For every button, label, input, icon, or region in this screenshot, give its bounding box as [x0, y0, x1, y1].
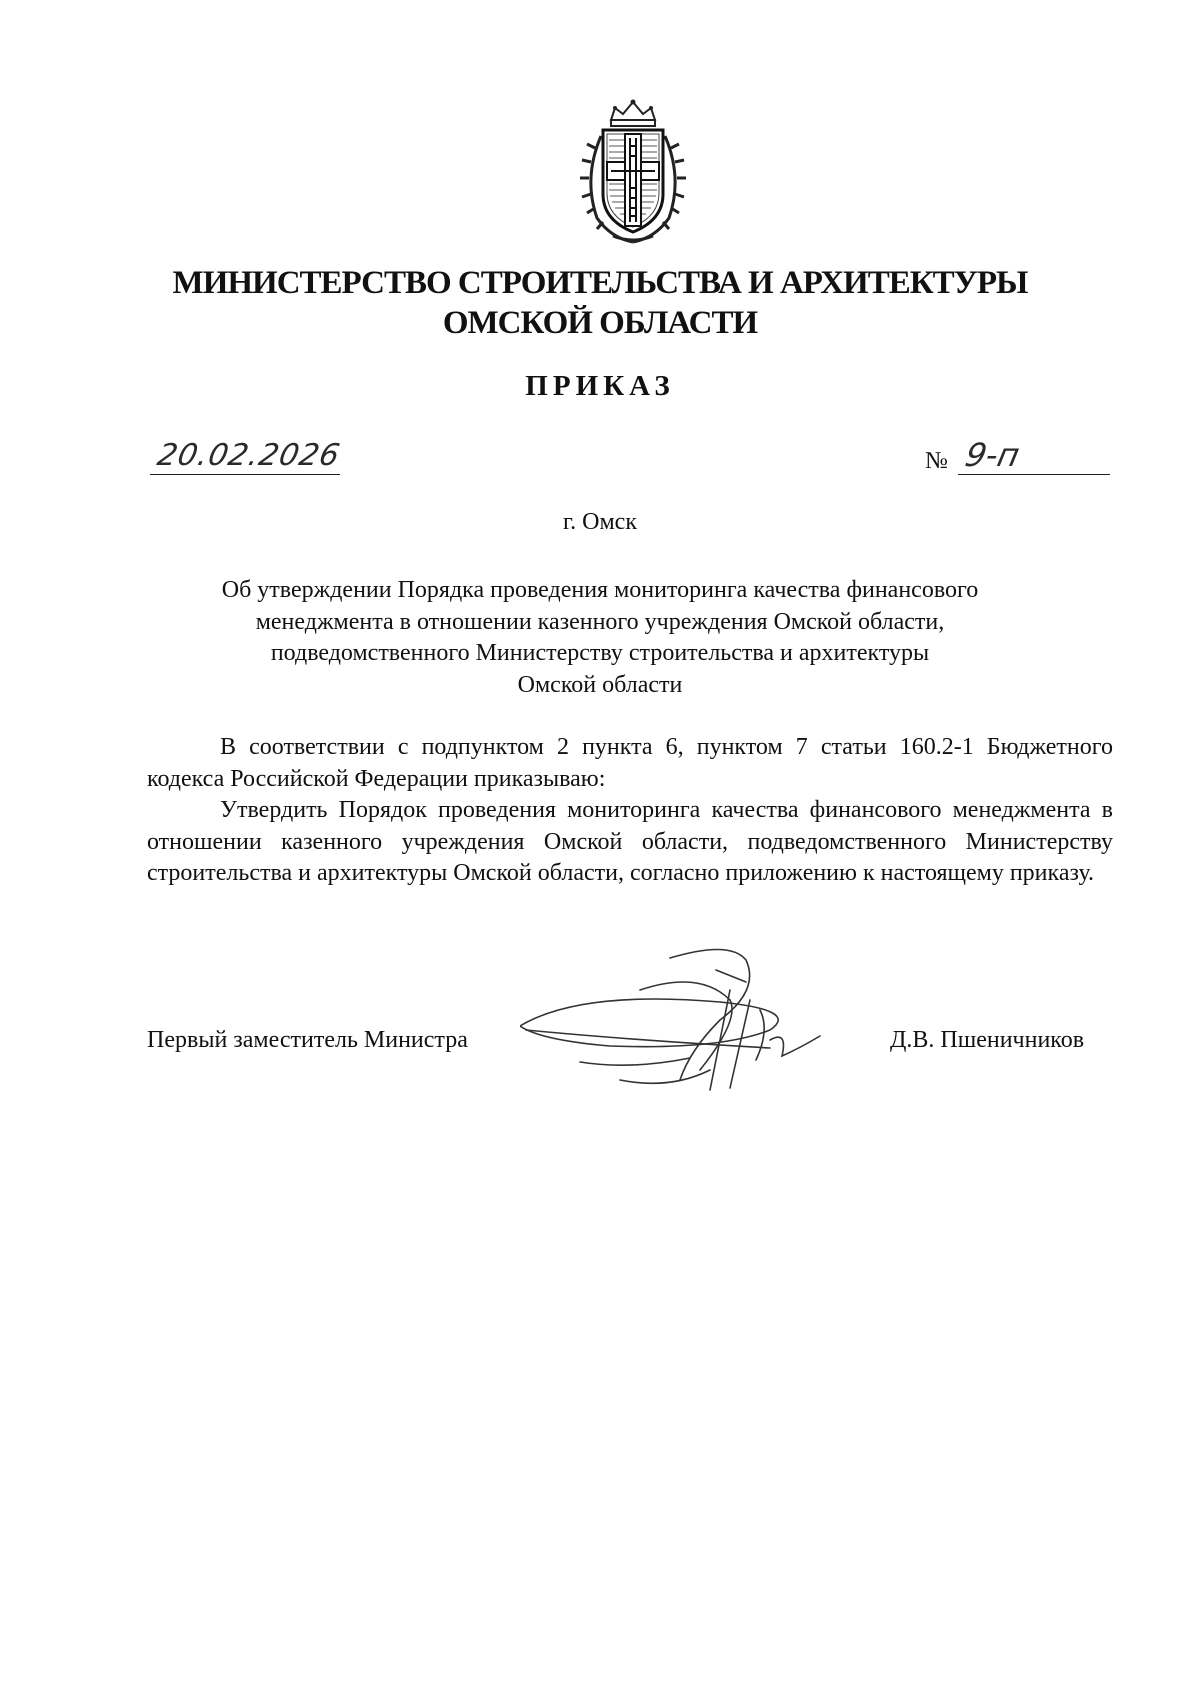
- number-sign: №: [925, 448, 948, 474]
- body-paragraph-order: Утвердить Порядок проведения мониторинга качества финансового менеджмента в отношении казенного учреждения Омской области, подведомственного Министерству строительства и архитектуры Омской области, согласно приложению к настоящему приказу.: [147, 797, 1113, 886]
- handwritten-number: 9-п: [961, 436, 1023, 474]
- city-label: г. Омск: [563, 509, 637, 535]
- coat-of-arms-icon: [577, 98, 689, 246]
- subject-line: Омской области: [517, 671, 683, 698]
- document-type-title: ПРИКАЗ: [525, 370, 675, 402]
- document-subject: [140, 575, 1060, 701]
- subject-line: подведомственного Министерству строительства и архитектуры: [270, 640, 930, 666]
- signatory-name: Д.В. Пшеничников: [890, 1027, 1085, 1053]
- document-body: [147, 732, 1113, 890]
- signature-icon: [520, 930, 850, 1100]
- number-field: [958, 436, 1110, 475]
- handwritten-date: 20.02.2026: [154, 438, 344, 473]
- subject-line: менеджмента в отношении казенного учреждения Омской области,: [255, 608, 945, 635]
- signatory-role: Первый заместитель Министра: [147, 1027, 468, 1053]
- subject-line: Об утверждении Порядка проведения мониторинга качества финансового: [221, 577, 979, 603]
- organization-name-line1: МИНИСТЕРСТВО СТРОИТЕЛЬСТВА И АРХИТЕКТУРЫ: [172, 265, 1028, 301]
- organization-name-line2: ОМСКОЙ ОБЛАСТИ: [442, 305, 758, 341]
- body-paragraph-basis: В соответствии с подпунктом 2 пункта 6, пунктом 7 статьи 160.2-1 Бюджетного кодекса Российской Федерации приказываю:: [147, 734, 1113, 792]
- date-field: [150, 438, 344, 475]
